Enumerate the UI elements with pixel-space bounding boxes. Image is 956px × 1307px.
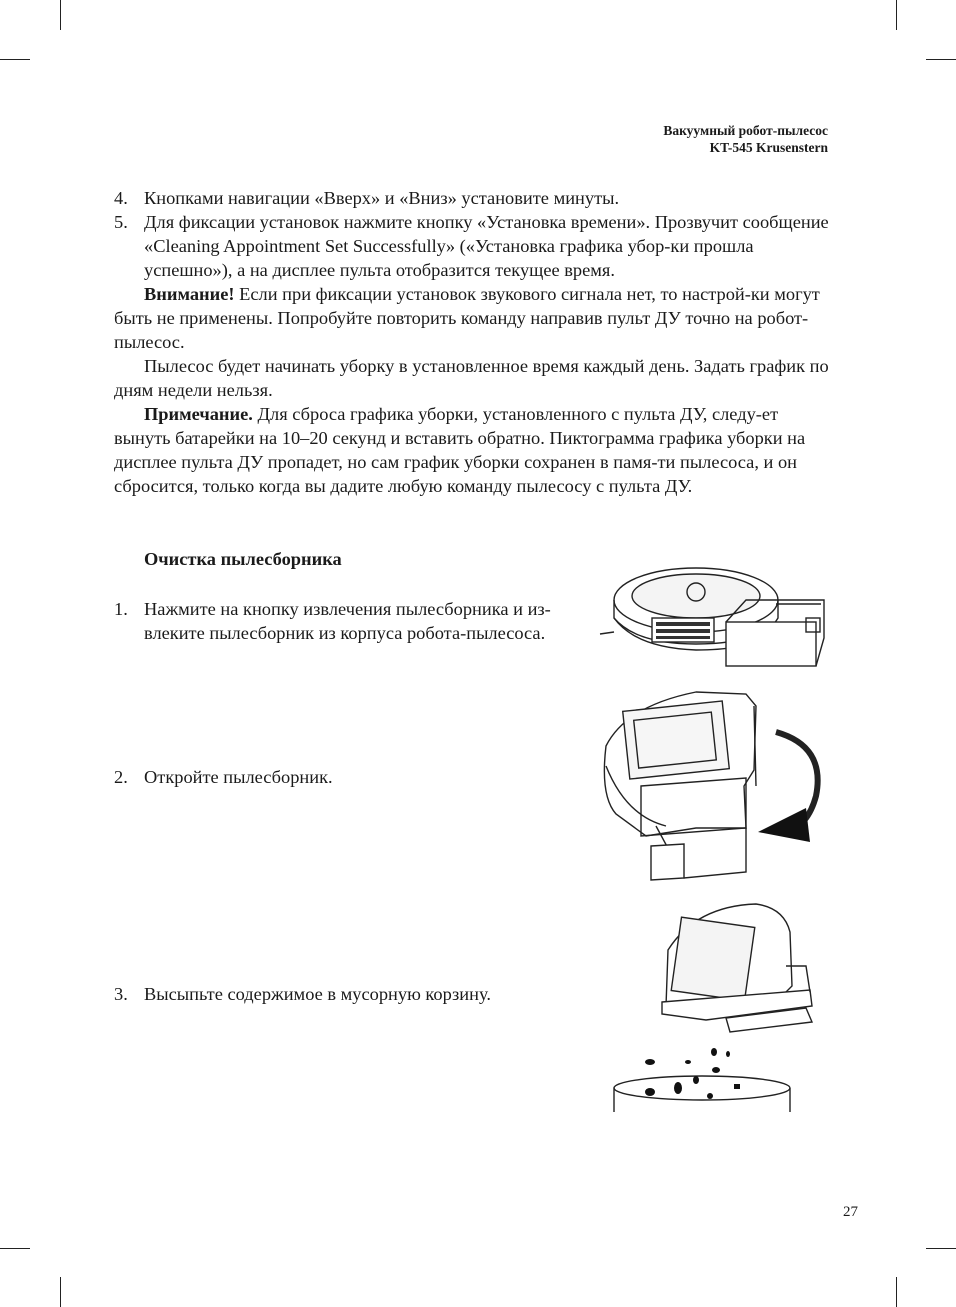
note-label: Примечание.: [144, 404, 253, 424]
step-text-line: Высыпьте содержимое в мусорную корзину.: [144, 984, 491, 1004]
step-number: 2.: [114, 767, 128, 787]
main-text: [114, 186, 830, 498]
open-dustbin-illustration: [596, 686, 836, 886]
warning-text: Если при фиксации установок звукового сигнала нет, то настрой-ки могут быть не применены. Попробуйте повторить команду направив пульт ДУ точно на робот-пылесос.: [114, 284, 820, 352]
list-item: [114, 186, 830, 210]
dustbin-step-1: [114, 597, 551, 645]
crop-mark: [926, 59, 956, 60]
schedule-paragraph: Пылесос будет начинать уборку в установленное время каждый день. Задать график по дням недели нельзя.: [114, 356, 829, 400]
step-text-line: влеките пылесборник из корпуса робота-пылесоса.: [144, 623, 546, 643]
crop-mark: [896, 1277, 897, 1307]
header-model: KT-545 Krusenstern: [709, 140, 828, 155]
crop-mark: [0, 1248, 30, 1249]
dustbin-step-3: [114, 982, 491, 1006]
robot-dustbin-removal-illustration: [596, 556, 836, 672]
crop-mark: [60, 1277, 61, 1307]
note-paragraph: [114, 402, 830, 498]
step-text-line: Нажмите на кнопку извлечения пылесборника и из-: [144, 599, 551, 619]
list-number: 5.: [114, 212, 128, 232]
list-text: Для фиксации установок нажмите кнопку «Установка времени». Прозвучит сообщение «Cleaning Appointment Set Successfully» («Установка графика убор-ки прошла успешно»), а на дисплее пульта отобразится текущее время.: [144, 212, 829, 280]
warning-paragraph: [114, 282, 830, 354]
crop-mark: [926, 1248, 956, 1249]
dustbin-step-2: [114, 765, 333, 789]
section-title: Очистка пылесборника: [144, 549, 342, 569]
step-number: 1.: [114, 599, 128, 619]
crop-mark: [0, 59, 30, 60]
crop-mark: [60, 0, 61, 30]
header-product: Вакуумный робот-пылесос: [663, 123, 828, 138]
note-text: Для сброса графика уборки, установленного с пульта ДУ, следу-ет вынуть батарейки на 10–20 секунд и вставить обратно. Пиктограмма графика уборки на дисплее пульта ДУ пропадет, но сам график уборки сохранен в памя-ти пылесоса, и он сбросится, только когда вы дадите любую команду пылесосу с пульта ДУ.: [114, 404, 806, 496]
list-text: Кнопками навигации «Вверх» и «Вниз» установите минуты.: [144, 188, 620, 208]
step-number: 3.: [114, 984, 128, 1004]
list-number: 4.: [114, 188, 128, 208]
crop-mark: [896, 0, 897, 30]
step-text-line: Откройте пылесборник.: [144, 767, 333, 787]
list-item: [114, 210, 830, 282]
empty-dustbin-illustration: [606, 902, 826, 1114]
page-number: 27: [843, 1204, 858, 1220]
warning-label: Внимание!: [144, 284, 235, 304]
running-header: [663, 122, 828, 156]
